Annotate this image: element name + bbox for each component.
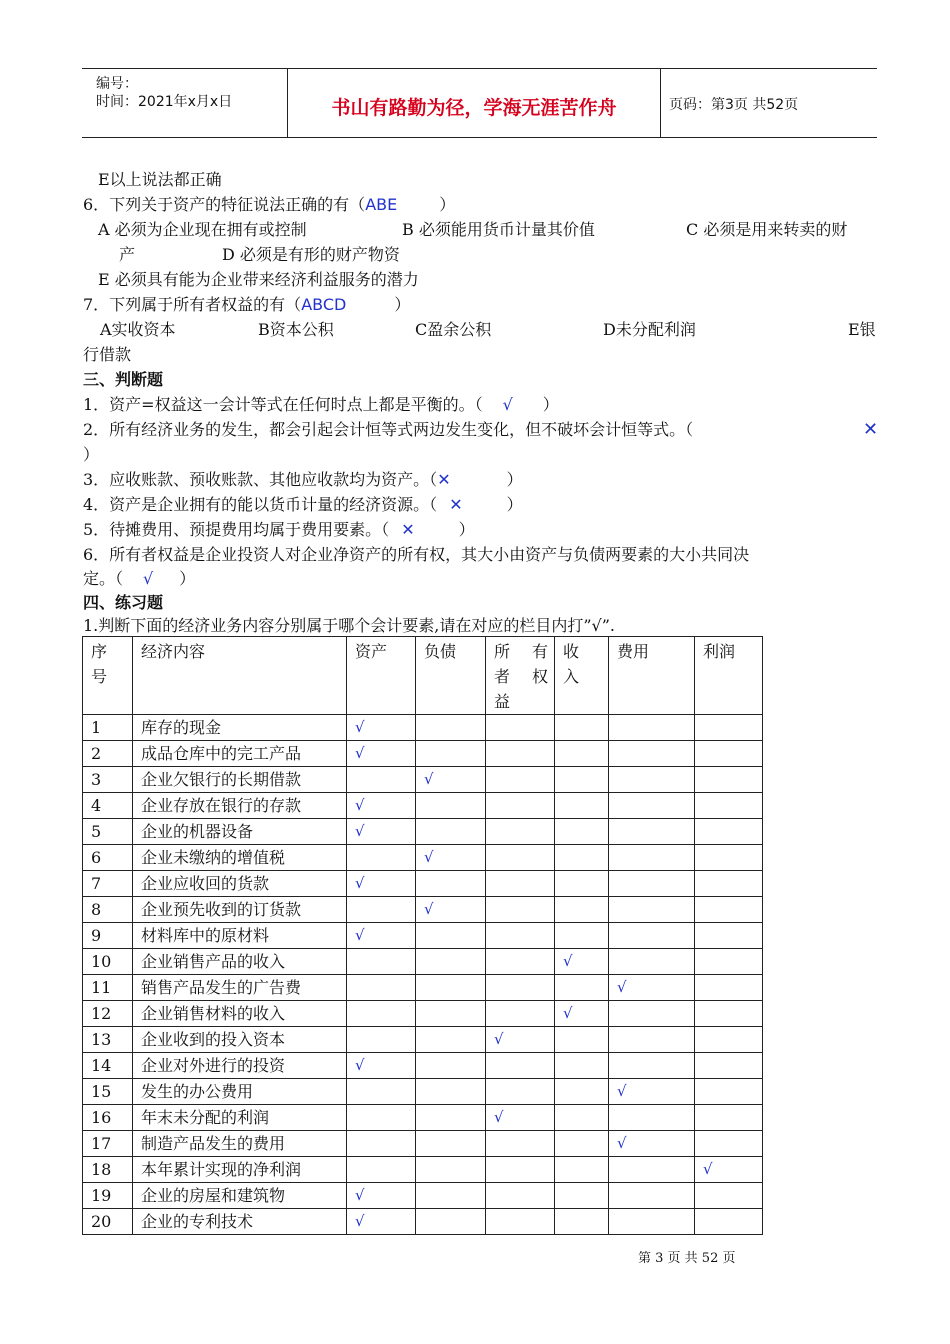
page-footer: 第 3 页 共 52 页 [638, 1251, 736, 1266]
row-cell [609, 767, 695, 793]
row-cell [555, 715, 609, 741]
row-cell [486, 1131, 555, 1157]
question-6-text: 6．下列关于资产的特征说法正确的有（ [83, 195, 366, 214]
judgment-6-cont [83, 568, 195, 590]
table-row [83, 975, 763, 1001]
judgment-4-text: 4．资产是企业拥有的能以货币计量的经济资源。（ [83, 495, 438, 514]
row-cell [609, 1001, 695, 1027]
row-cell [416, 1079, 486, 1105]
row-cell [555, 845, 609, 871]
row-cell [416, 975, 486, 1001]
table-row [83, 741, 763, 767]
row-cell [695, 1209, 763, 1235]
row-cell [347, 767, 416, 793]
table-row [83, 767, 763, 793]
row-cell [416, 1001, 486, 1027]
row-cell [416, 1027, 486, 1053]
q6-option-b: B 必须能用货币计量其价值 [402, 220, 595, 239]
q7-option-d: D未分配利润 [603, 320, 696, 339]
judgment-6-mark: √ [143, 569, 154, 588]
check-mark: √ [347, 1053, 416, 1079]
check-mark: √ [416, 767, 486, 793]
question-7-text: 7．下列属于所有者权益的有（ [83, 295, 302, 314]
row-cell [416, 793, 486, 819]
row-number: 3 [83, 767, 133, 793]
option-e-line: E以上说法都正确 [98, 170, 222, 189]
row-cell [555, 975, 609, 1001]
header-liabilities: 负债 [416, 637, 486, 715]
table-row [83, 949, 763, 975]
row-cell [609, 715, 695, 741]
row-cell [695, 1053, 763, 1079]
row-content: 年末未分配的利润 [133, 1105, 347, 1131]
row-cell [416, 1053, 486, 1079]
row-content: 材料库中的原材料 [133, 923, 347, 949]
row-cell [486, 1001, 555, 1027]
check-mark: √ [347, 793, 416, 819]
row-content: 企业未缴纳的增值税 [133, 845, 347, 871]
row-content: 企业应收回的货款 [133, 871, 347, 897]
row-cell [347, 897, 416, 923]
table-row [83, 715, 763, 741]
row-cell [609, 897, 695, 923]
row-cell [695, 1105, 763, 1131]
row-cell [416, 1183, 486, 1209]
row-cell [347, 1157, 416, 1183]
check-mark: √ [347, 1183, 416, 1209]
judgment-2-close: ） [83, 445, 100, 464]
check-mark: √ [347, 819, 416, 845]
row-cell [416, 1157, 486, 1183]
row-cell [347, 949, 416, 975]
row-cell [555, 1105, 609, 1131]
row-cell [695, 741, 763, 767]
row-cell [486, 819, 555, 845]
row-cell [486, 1079, 555, 1105]
row-number: 5 [83, 819, 133, 845]
judgment-5-mark: ✕ [401, 520, 415, 539]
row-content: 企业欠银行的长期借款 [133, 767, 347, 793]
row-cell [416, 741, 486, 767]
row-cell [609, 923, 695, 949]
row-number: 8 [83, 897, 133, 923]
row-number: 12 [83, 1001, 133, 1027]
check-mark: √ [347, 871, 416, 897]
row-cell [347, 975, 416, 1001]
judgment-2-text: 2．所有经济业务的发生，都会引起会计恒等式两边发生变化，但不破坏会计恒等式。（ [83, 420, 694, 439]
q7-option-c: C盈余公积 [415, 320, 492, 339]
row-content: 库存的现金 [133, 715, 347, 741]
q7-option-e: E银 [848, 320, 876, 339]
header-equity-text: 所 有 者 权 益 [494, 642, 548, 711]
row-cell [555, 1209, 609, 1235]
row-cell [609, 1183, 695, 1209]
header-content: 经济内容 [133, 637, 347, 715]
judgment-2-mark: ✕ [863, 419, 879, 440]
row-cell [486, 715, 555, 741]
judgment-3-text: 3．应收账款、预收账款、其他应收款均为资产。（ [83, 470, 438, 489]
table-row [83, 1157, 763, 1183]
row-cell [555, 871, 609, 897]
row-cell [609, 1053, 695, 1079]
check-mark: √ [347, 741, 416, 767]
row-content: 销售产品发生的广告费 [133, 975, 347, 1001]
row-number: 17 [83, 1131, 133, 1157]
row-cell [347, 1079, 416, 1105]
row-cell [416, 1209, 486, 1235]
row-content: 企业存放在银行的存款 [133, 793, 347, 819]
page-label: 页码：第3页 共52页 [669, 97, 799, 113]
question-6 [83, 194, 455, 216]
row-cell [609, 741, 695, 767]
check-mark: √ [695, 1157, 763, 1183]
row-cell [695, 767, 763, 793]
check-mark: √ [347, 715, 416, 741]
check-mark: √ [486, 1027, 555, 1053]
check-mark: √ [609, 975, 695, 1001]
row-cell [609, 1105, 695, 1131]
table-row [83, 923, 763, 949]
row-content: 企业销售材料的收入 [133, 1001, 347, 1027]
row-cell [486, 767, 555, 793]
section-4-title: 四、练习题 [83, 593, 164, 612]
header-assets: 资产 [347, 637, 416, 715]
row-cell [695, 1079, 763, 1105]
question-6-close: ） [439, 195, 456, 214]
row-content: 企业销售产品的收入 [133, 949, 347, 975]
row-cell [609, 1157, 695, 1183]
row-cell [609, 949, 695, 975]
row-cell [555, 767, 609, 793]
judgment-3 [83, 469, 523, 491]
row-cell [555, 1157, 609, 1183]
row-cell [486, 793, 555, 819]
q6-option-d: D 必须是有形的财产物资 [222, 245, 400, 264]
judgment-5-close: ） [458, 520, 475, 539]
accounting-elements-table [82, 636, 763, 1235]
check-mark: √ [416, 897, 486, 923]
table-row [83, 1053, 763, 1079]
row-number: 11 [83, 975, 133, 1001]
row-content: 企业收到的投入资本 [133, 1027, 347, 1053]
row-cell [486, 871, 555, 897]
motto: 书山有路勤为径，学海无涯苦作舟 [331, 97, 617, 119]
row-cell [486, 923, 555, 949]
check-mark: √ [609, 1079, 695, 1105]
row-cell [695, 1183, 763, 1209]
q7-option-e-cont: 行借款 [83, 345, 132, 364]
header-no [83, 637, 133, 715]
row-cell [416, 923, 486, 949]
row-cell [416, 1131, 486, 1157]
row-cell [486, 1157, 555, 1183]
header-page-cell [661, 69, 877, 137]
judgment-1-mark: √ [502, 395, 513, 414]
row-content: 成品仓库中的完工产品 [133, 741, 347, 767]
row-cell [695, 975, 763, 1001]
row-number: 1 [83, 715, 133, 741]
judgment-1-text: 1．资产=权益这一会计等式在任何时点上都是平衡的。（ [83, 395, 483, 414]
row-cell [609, 845, 695, 871]
check-mark: √ [555, 1001, 609, 1027]
header-expenses: 费用 [609, 637, 695, 715]
row-cell [416, 871, 486, 897]
table-row [83, 819, 763, 845]
row-cell [555, 1027, 609, 1053]
row-number: 6 [83, 845, 133, 871]
table-row [83, 845, 763, 871]
table-row [83, 1027, 763, 1053]
judgment-4-mark: ✕ [449, 495, 463, 514]
row-cell [555, 741, 609, 767]
row-cell [695, 1027, 763, 1053]
row-content: 企业的机器设备 [133, 819, 347, 845]
row-cell [555, 1131, 609, 1157]
row-cell [347, 1131, 416, 1157]
q6-option-a: A 必须为企业现在拥有或控制 [98, 220, 307, 239]
row-cell [609, 793, 695, 819]
question-7-close: ） [394, 295, 411, 314]
question-6-answer: ABE [365, 195, 398, 214]
row-number: 14 [83, 1053, 133, 1079]
row-cell [695, 923, 763, 949]
exercise-intro: 1.判断下面的经济业务内容分别属于哪个会计要素,请在对应的栏目内打”√”. [83, 616, 615, 635]
table-row [83, 1001, 763, 1027]
header-revenue-text: 收入 [563, 642, 580, 686]
q6-option-c-cont: 产 [119, 245, 136, 264]
row-cell [555, 923, 609, 949]
judgment-1-close: ） [542, 395, 559, 414]
row-cell [555, 819, 609, 845]
judgment-5 [83, 519, 475, 541]
q7-option-b: B资本公积 [258, 320, 334, 339]
table-row [83, 1131, 763, 1157]
row-cell [486, 897, 555, 923]
row-cell [486, 949, 555, 975]
question-7 [83, 294, 410, 316]
table-row [83, 793, 763, 819]
row-cell [347, 1105, 416, 1131]
row-cell [416, 949, 486, 975]
row-content: 本年累计实现的净利润 [133, 1157, 347, 1183]
row-cell [555, 1079, 609, 1105]
judgment-6: 6．所有者权益是企业投资人对企业净资产的所有权，其大小由资产与负债两要素的大小共同决 [83, 545, 750, 564]
table-row [83, 1183, 763, 1209]
row-number: 13 [83, 1027, 133, 1053]
q6-option-e: E 必须具有能为企业带来经济利益服务的潜力 [98, 270, 419, 289]
row-cell [347, 845, 416, 871]
header-revenue [555, 637, 609, 715]
row-content: 发生的办公费用 [133, 1079, 347, 1105]
row-cell [695, 949, 763, 975]
check-mark: √ [347, 1209, 416, 1235]
section-3-title: 三、判断题 [83, 370, 164, 389]
header-no-text: 序号 [91, 642, 108, 686]
judgment-4 [83, 494, 523, 516]
row-content: 企业的房屋和建筑物 [133, 1183, 347, 1209]
row-content: 制造产品发生的费用 [133, 1131, 347, 1157]
row-number: 7 [83, 871, 133, 897]
header-motto-cell [288, 69, 661, 137]
row-cell [695, 1001, 763, 1027]
check-mark: √ [486, 1105, 555, 1131]
row-cell [486, 741, 555, 767]
row-number: 16 [83, 1105, 133, 1131]
table-row [83, 1079, 763, 1105]
row-number: 20 [83, 1209, 133, 1235]
q7-option-a: A实收资本 [100, 320, 176, 339]
judgment-2 [83, 419, 693, 441]
row-cell [416, 819, 486, 845]
table-header-row [83, 637, 763, 715]
judgment-5-text: 5．待摊费用、预提费用均属于费用要素。（ [83, 520, 390, 539]
row-number: 4 [83, 793, 133, 819]
judgment-4-close: ） [506, 495, 523, 514]
row-content: 企业对外进行的投资 [133, 1053, 347, 1079]
row-cell [695, 715, 763, 741]
judgment-6-cont-text: 定。（ [83, 569, 124, 588]
row-cell [486, 1209, 555, 1235]
judgment-1 [83, 394, 559, 416]
table-row [83, 1105, 763, 1131]
page-header [82, 68, 877, 138]
row-cell [555, 793, 609, 819]
row-cell [486, 1053, 555, 1079]
row-cell [695, 819, 763, 845]
row-cell [486, 845, 555, 871]
check-mark: √ [555, 949, 609, 975]
row-cell [416, 1105, 486, 1131]
row-cell [347, 1027, 416, 1053]
row-number: 18 [83, 1157, 133, 1183]
row-cell [555, 897, 609, 923]
judgment-3-close: ） [506, 470, 523, 489]
row-number: 15 [83, 1079, 133, 1105]
row-cell [486, 975, 555, 1001]
row-cell [347, 1001, 416, 1027]
check-mark: √ [609, 1131, 695, 1157]
row-cell [609, 1209, 695, 1235]
header-equity [486, 637, 555, 715]
row-cell [486, 1183, 555, 1209]
question-7-answer: ABCD [301, 295, 347, 314]
table-row [83, 897, 763, 923]
row-number: 2 [83, 741, 133, 767]
row-cell [695, 1131, 763, 1157]
row-cell [609, 1027, 695, 1053]
time-label: 时间：2021年x月x日 [96, 94, 233, 110]
row-content: 企业的专利技术 [133, 1209, 347, 1235]
row-cell [416, 715, 486, 741]
table-row [83, 1209, 763, 1235]
row-cell [555, 1053, 609, 1079]
judgment-3-mark: ✕ [437, 470, 451, 489]
row-cell [609, 871, 695, 897]
header-meta-cell [82, 69, 288, 137]
row-cell [695, 897, 763, 923]
row-cell [555, 1183, 609, 1209]
row-cell [695, 793, 763, 819]
row-number: 9 [83, 923, 133, 949]
check-mark: √ [347, 923, 416, 949]
q6-option-c: C 必须是用来转卖的财 [686, 220, 848, 239]
judgment-6-close: ） [179, 569, 196, 588]
header-profit: 利润 [695, 637, 763, 715]
row-cell [609, 819, 695, 845]
row-cell [695, 871, 763, 897]
row-cell [695, 845, 763, 871]
table-row [83, 871, 763, 897]
row-number: 10 [83, 949, 133, 975]
number-label: 编号： [96, 76, 138, 92]
row-number: 19 [83, 1183, 133, 1209]
check-mark: √ [416, 845, 486, 871]
row-content: 企业预先收到的订货款 [133, 897, 347, 923]
